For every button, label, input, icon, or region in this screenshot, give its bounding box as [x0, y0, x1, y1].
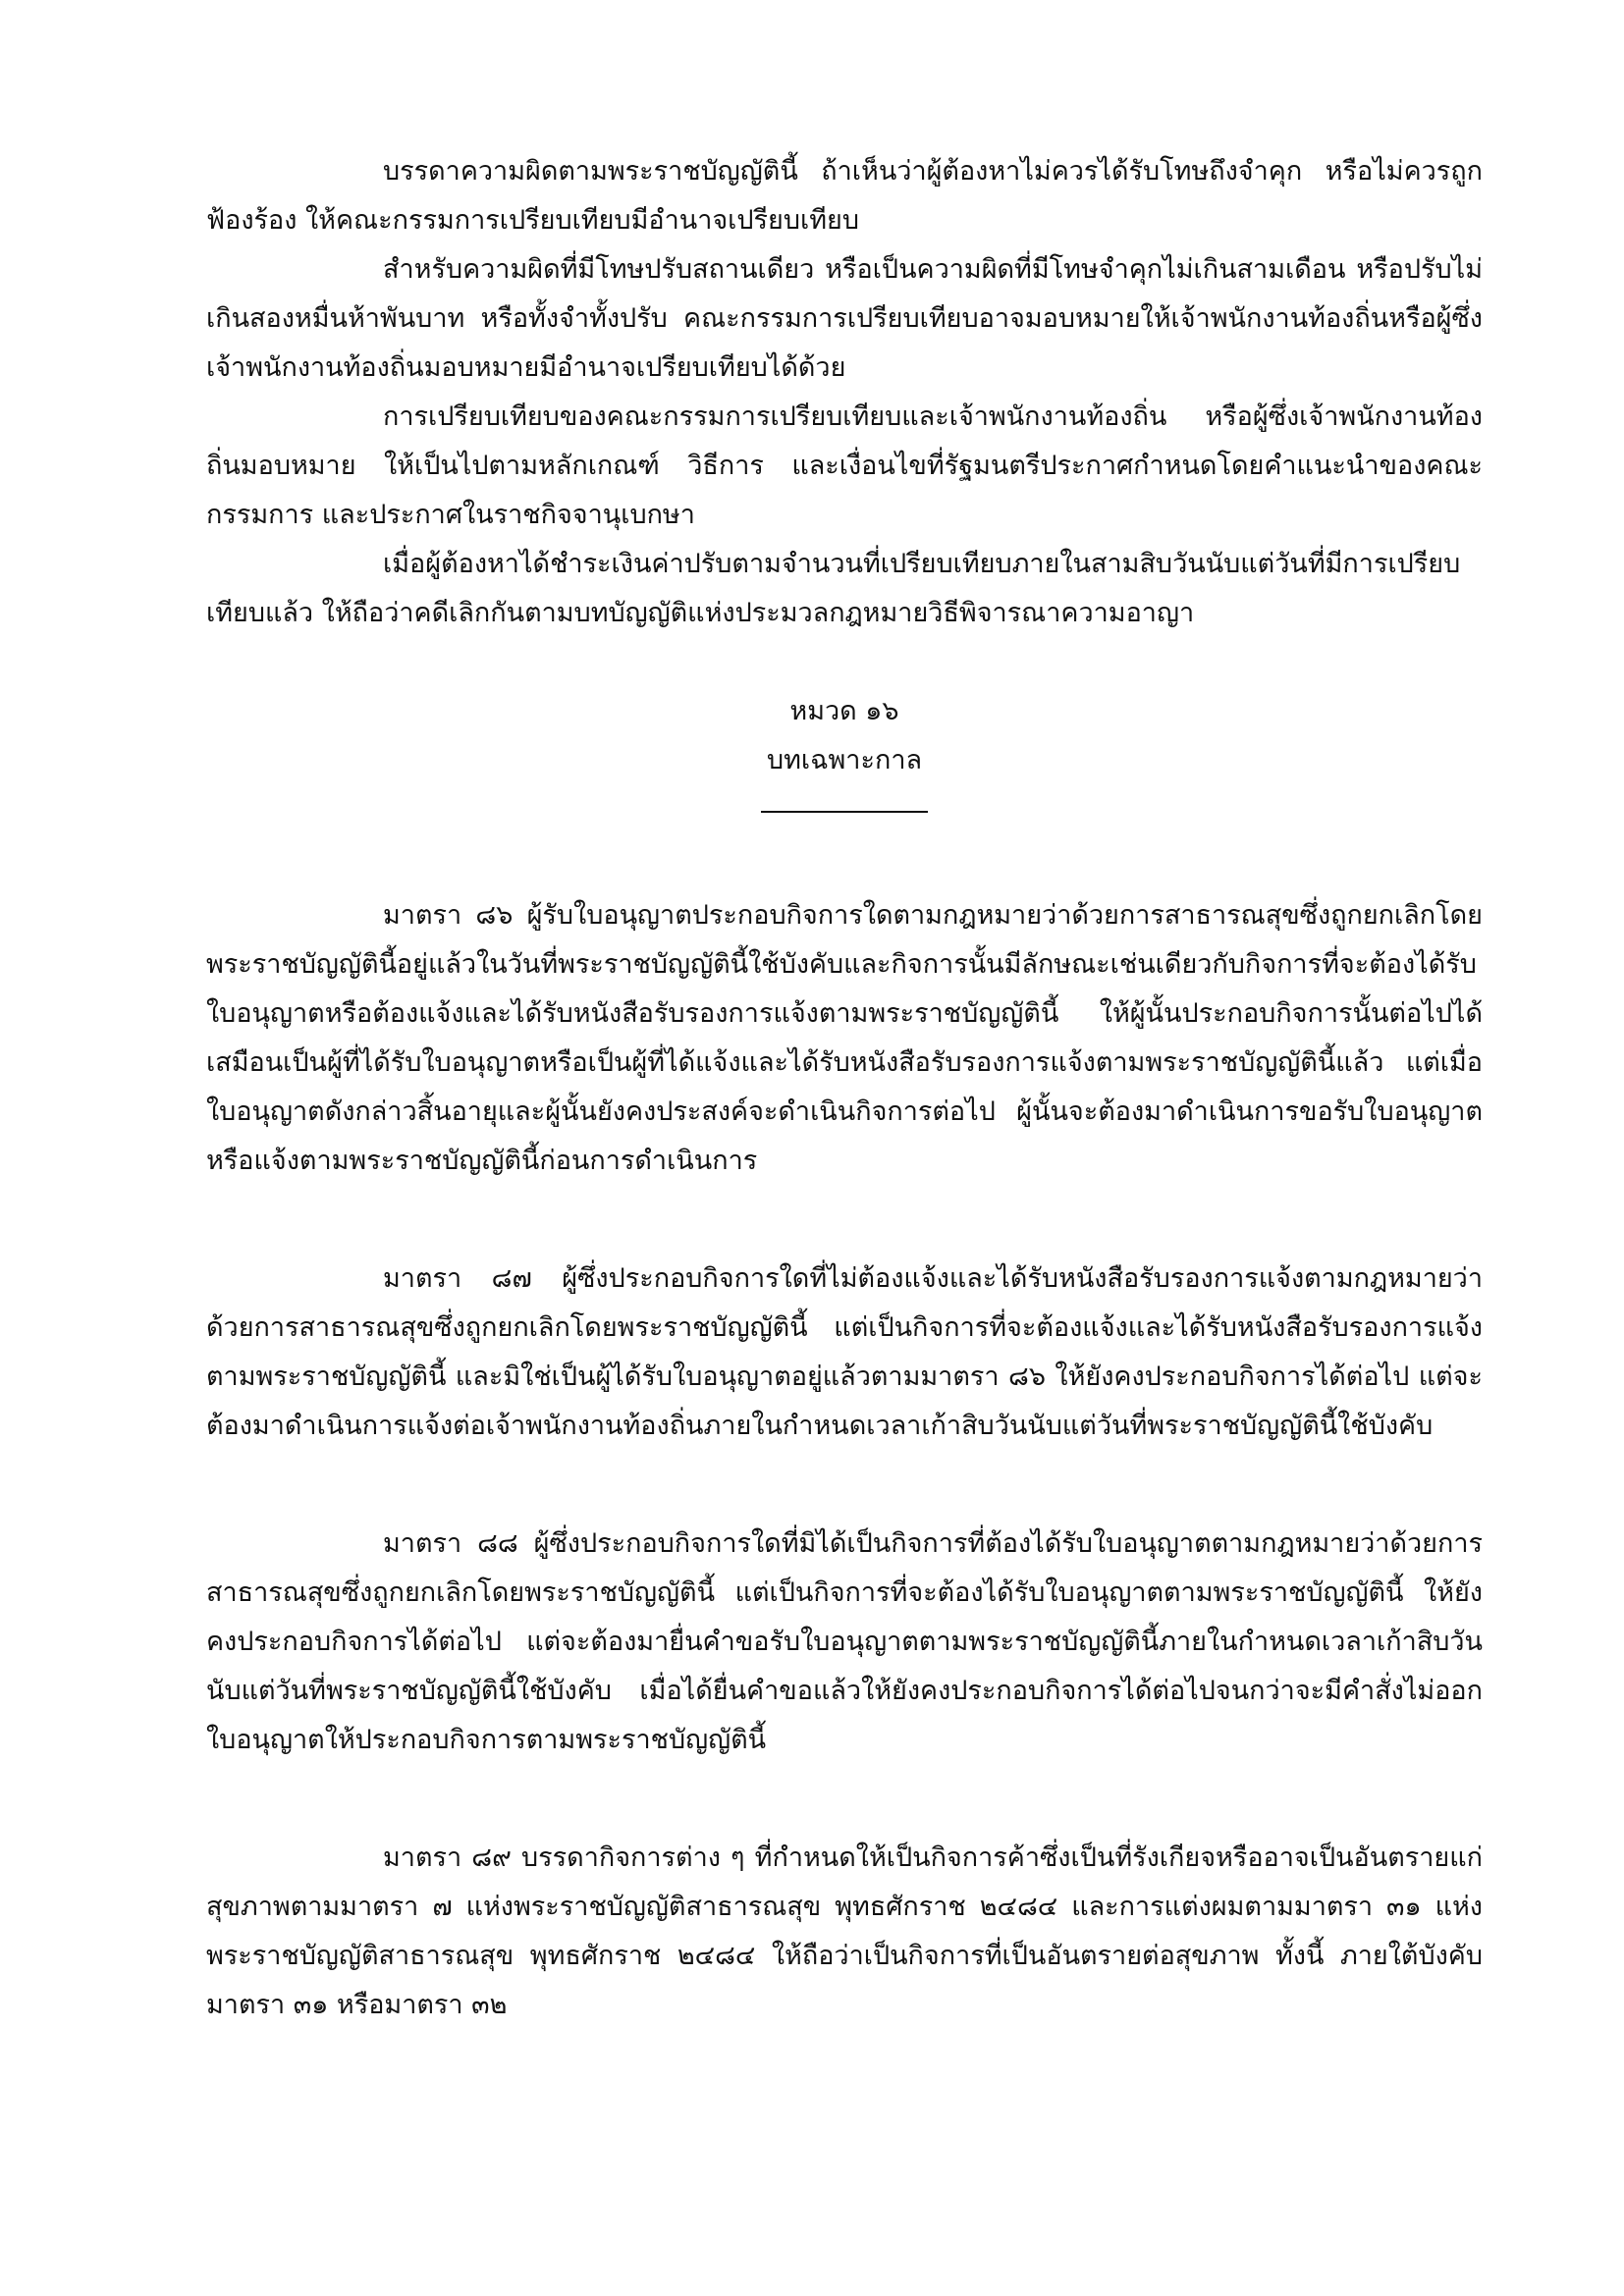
section-86: มาตรา ๘๖ ผู้รับใบอนุญาตประกอบกิจการใดตามกฎหมายว่าด้วยการสาธารณสุขซึ่งถูกยกเลิกโดยพระราชบัญญัตินี้อยู่แล้วในวันที่พระราชบัญญัตินี้ใช้บังคับและกิจการนั้นมีลักษณะเช่นเดียวกับกิจการที่จะต้องได้รับใบอนุญาตหรือต้องแจ้งและได้รับหนังสือรับรองการแจ้งตามพระราชบัญญัตินี้ ให้ผู้นั้นประกอบกิจการนั้นต่อไปได้เสมือนเป็นผู้ที่ได้รับใบอนุญาตหรือเป็นผู้ที่ได้แจ้งและได้รับหนังสือรับรองการแจ้งตามพระราชบัญญัตินี้แล้ว แต่เมื่อใบอนุญาตดังกล่าวสิ้นอายุและผู้นั้นยังคงประสงค์จะดำเนินกิจการต่อไป ผู้นั้นจะต้องมาดำเนินการขอรับใบอนุญาตหรือแจ้งตามพระราชบัญญัตินี้ก่อนการดำเนินการ: [206, 900, 1483, 1176]
section-87: มาตรา ๘๗ ผู้ซึ่งประกอบกิจการใดที่ไม่ต้องแจ้งและได้รับหนังสือรับรองการแจ้งตามกฎหมายว่าด้วยการสาธารณสุขซึ่งถูกยกเลิกโดยพระราชบัญญัตินี้ แต่เป็นกิจการที่จะต้องแจ้งและได้รับหนังสือรับรองการแจ้งตามพระราชบัญญัตินี้ และมิใช่เป็นผู้ได้รับใบอนุญาตอยู่แล้วตามมาตรา ๘๖ ให้ยังคงประกอบกิจการได้ต่อไป แต่จะต้องมาดำเนินการแจ้งต่อเจ้าพนักงานท้องถิ่นภายในกำหนดเวลาเก้าสิบวันนับแต่วันที่พระราชบัญญัตินี้ใช้บังคับ: [206, 1263, 1483, 1441]
intro-paragraph-2: สำหรับความผิดที่มีโทษปรับสถานเดียว หรือเป็นความผิดที่มีโทษจำคุกไม่เกินสามเดือน หรือปรับไม่เกินสองหมื่นห้าพันบาท หรือทั้งจำทั้งปรับ คณะกรรมการเปรียบเทียบอาจมอบหมายให้เจ้าพนักงานท้องถิ่นหรือผู้ซึ่งเจ้าพนักงานท้องถิ่นมอบหมายมีอำนาจเปรียบเทียบได้ด้วย: [206, 254, 1483, 383]
intro-paragraph-1: บรรดาความผิดตามพระราชบัญญัตินี้ ถ้าเห็นว่าผู้ต้องหาไม่ควรได้รับโทษถึงจำคุก หรือไม่ควรถูกฟ้องร้อง ให้คณะกรรมการเปรียบเทียบมีอำนาจเปรียบเทียบ: [206, 156, 1483, 236]
intro-paragraph-4: เมื่อผู้ต้องหาได้ชำระเงินค่าปรับตามจำนวนที่เปรียบเทียบภายในสามสิบวันนับแต่วันที่มีการเปรียบเทียบแล้ว ให้ถือว่าคดีเลิกกันตามบทบัญญัติแห่งประมวลกฎหมายวิธีพิจารณาความอาญา: [206, 549, 1461, 628]
document-page: [206, 147, 1483, 2030]
chapter-heading: [206, 687, 1483, 813]
section-88: มาตรา ๘๘ ผู้ซึ่งประกอบกิจการใดที่มิได้เป็นกิจการที่ต้องได้รับใบอนุญาตตามกฎหมายว่าด้วยการสาธารณสุขซึ่งถูกยกเลิกโดยพระราชบัญญัตินี้ แต่เป็นกิจการที่จะต้องได้รับใบอนุญาตตามพระราชบัญญัตินี้ ให้ยังคงประกอบกิจการได้ต่อไป แต่จะต้องมายื่นคำขอรับใบอนุญาตตามพระราชบัญญัตินี้ภายในกำหนดเวลาเก้าสิบวันนับแต่วันที่พระราชบัญญัตินี้ใช้บังคับ เมื่อได้ยื่นคำขอแล้วให้ยังคงประกอบกิจการได้ต่อไปจนกว่าจะมีคำสั่งไม่ออกใบอนุญาตให้ประกอบกิจการตามพระราชบัญญัตินี้: [206, 1528, 1483, 1755]
chapter-divider: [761, 811, 928, 813]
chapter-number: หมวด ๑๖: [789, 696, 899, 726]
section-89: มาตรา ๘๙ บรรดากิจการต่าง ๆ ที่กำหนดให้เป็นกิจการค้าซึ่งเป็นที่รังเกียจหรืออาจเป็นอันตรายแก่สุขภาพตามมาตรา ๗ แห่งพระราชบัญญัติสาธารณสุข พุทธศักราช ๒๔๘๔ และการแต่งผมตามมาตรา ๓๑ แห่งพระราชบัญญัติสาธารณสุข พุทธศักราช ๒๔๘๔ ให้ถือว่าเป็นกิจการที่เป็นอันตรายต่อสุขภาพ ทั้งนี้ ภายใต้บังคับมาตรา ๓๑ หรือมาตรา ๓๒: [206, 1842, 1483, 2020]
intro-paragraph-3: การเปรียบเทียบของคณะกรรมการเปรียบเทียบและเจ้าพนักงานท้องถิ่น หรือผู้ซึ่งเจ้าพนักงานท้องถิ่นมอบหมาย ให้เป็นไปตามหลักเกณฑ์ วิธีการ และเงื่อนไขที่รัฐมนตรีประกาศกำหนดโดยคำแนะนำของคณะกรรมการ และประกาศในราชกิจจานุเบกษา: [206, 401, 1483, 530]
chapter-title: บทเฉพาะกาล: [766, 745, 923, 775]
